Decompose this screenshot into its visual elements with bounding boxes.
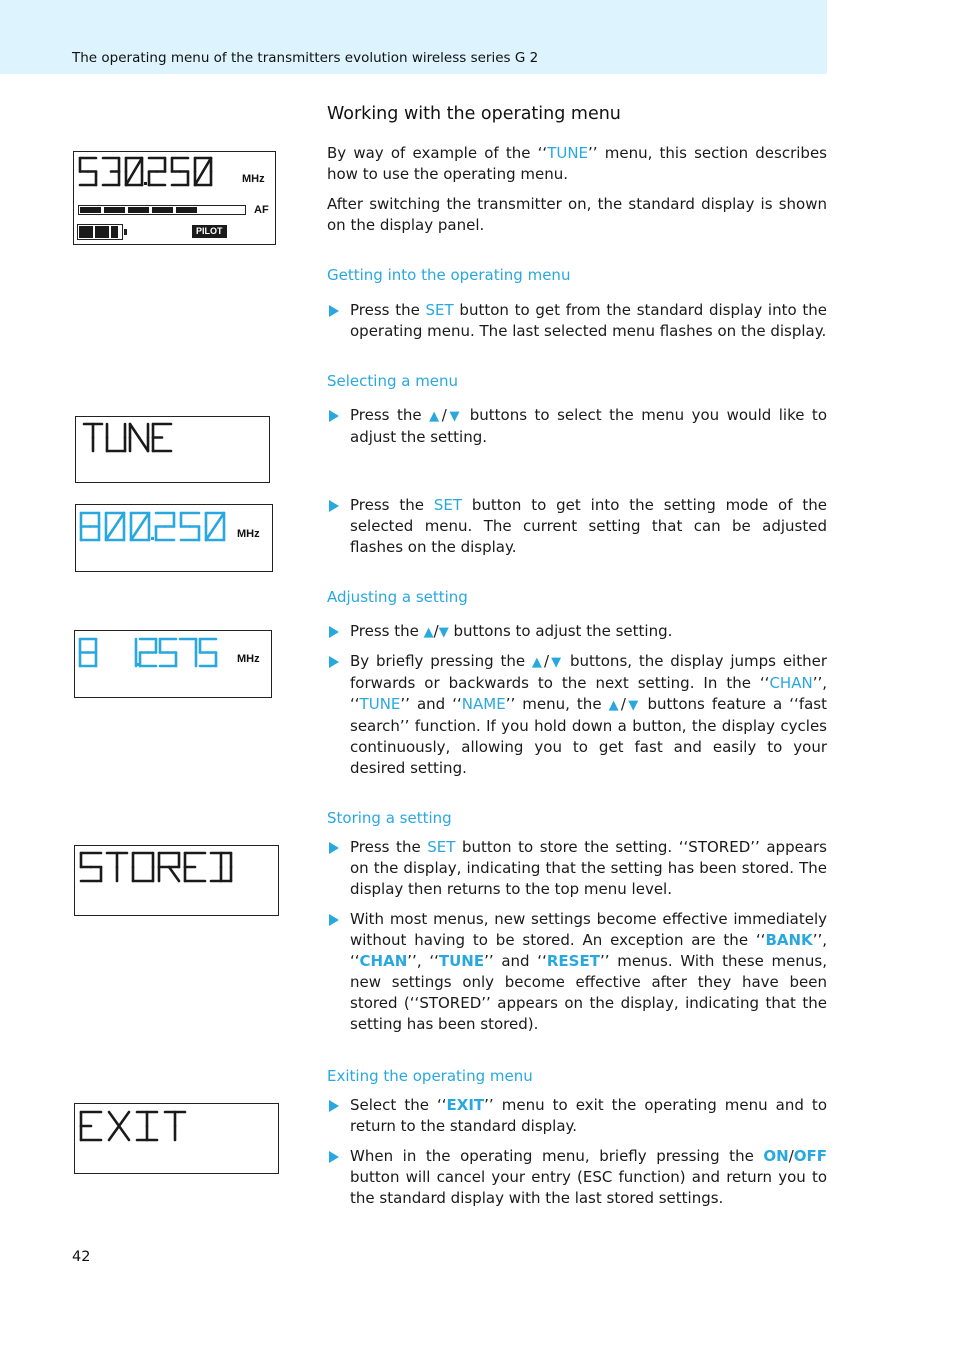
lcd-character [137, 1112, 157, 1140]
up-arrow-icon: ▲ [531, 655, 544, 670]
lcd-segment-text [75, 846, 278, 915]
down-arrow-icon: ▼ [438, 625, 449, 640]
lcd-character [140, 639, 156, 666]
lcd-character [80, 158, 96, 185]
intro-paragraph-1: By way of example of the ‘‘TUNE’’ menu, this section describes how to use the operating menu. [327, 144, 827, 183]
lcd-frequency-display [75, 504, 273, 572]
down-arrow-icon: ▼ [625, 698, 641, 713]
bullet-triangle-icon [329, 305, 339, 317]
list-item: Press the SET button to store the setting. ‘‘STORED’’ appears on the display, indicating that the setting has been stored. The display then returns to the top menu level. [327, 837, 827, 900]
bullet-triangle-icon [329, 500, 339, 512]
lcd-character [106, 513, 124, 540]
unit-label: MHz [242, 173, 265, 185]
down-arrow-icon: ▼ [446, 409, 463, 424]
af-level-meter [78, 205, 246, 215]
page-number: 42 [72, 1249, 91, 1265]
lcd-stored-display [74, 845, 279, 916]
subheading-adjusting: Adjusting a setting [327, 588, 468, 606]
bullet-triangle-icon [329, 410, 339, 422]
bullet-triangle-icon [329, 1151, 339, 1163]
lcd-character [81, 853, 101, 881]
up-arrow-icon: ▲ [429, 409, 442, 424]
section-title: Working with the operating menu [327, 104, 621, 124]
lcd-character [80, 639, 96, 666]
unit-label: MHz [237, 528, 260, 540]
list-item: Press the ▲/▼ buttons to adjust the setting. [327, 621, 827, 643]
lcd-character [126, 158, 142, 185]
lcd-character [103, 158, 119, 185]
list-item: With most menus, new settings become effective immediately without having to be stored. An exception are the ‘‘BANK’’, ‘‘CHAN’’, ‘‘TUNE’’ and ‘‘RESET’’ menus. With these menus, new settings only become effective after they have been stored (‘‘STORED’’ appears on the display, indicating that the setting has been stored). [327, 909, 827, 1035]
lcd-character [131, 513, 149, 540]
up-arrow-icon: ▲ [608, 698, 621, 713]
lcd-character [159, 853, 179, 881]
battery-icon [77, 224, 123, 240]
lcd-character [206, 513, 224, 540]
lcd-character [180, 639, 196, 666]
list-item: Press the SET button to get into the setting mode of the selected menu. The current setting that can be adjusted flashes on the display. [327, 495, 827, 558]
tune-keyword: TUNE [547, 144, 589, 162]
down-arrow-icon: ▼ [549, 655, 564, 670]
lcd-character [195, 158, 211, 185]
lcd-decimal-point [151, 537, 154, 540]
list-item: Press the ▲/▼ buttons to select the menu you would like to adjust the setting. [327, 405, 827, 448]
subheading-selecting: Selecting a menu [327, 372, 459, 390]
lcd-character [185, 853, 205, 881]
lcd-character [81, 513, 99, 540]
lcd-tune-display [75, 416, 270, 483]
intro [327, 143, 827, 236]
lcd-character [149, 158, 165, 185]
up-arrow-icon: ▲ [423, 625, 434, 640]
lcd-exit-display [74, 1103, 279, 1174]
running-header: The operating menu of the transmitters evolution wireless series G 2 [72, 50, 539, 66]
lcd-character [211, 853, 231, 881]
lcd-standard-display [73, 151, 276, 245]
lcd-character [84, 424, 102, 451]
lcd-character [81, 1112, 101, 1140]
lcd-segment-text [76, 417, 269, 482]
bullet-triangle-icon [329, 1100, 339, 1112]
bullet-triangle-icon [329, 626, 339, 638]
lcd-decimal-point [144, 182, 147, 185]
lcd-character [107, 853, 127, 881]
lcd-character [109, 1112, 129, 1140]
lcd-character [133, 853, 153, 881]
lcd-character [130, 424, 148, 451]
list-item: Select the ‘‘EXIT’’ menu to exit the operating menu and to return to the standard display. [327, 1095, 827, 1137]
lcd-character [160, 639, 176, 666]
unit-label: MHz [237, 653, 260, 665]
lcd-character [200, 639, 216, 666]
bullet-triangle-icon [329, 656, 339, 668]
pilot-badge: PILOT [192, 225, 227, 238]
af-level-fill [80, 207, 198, 213]
lcd-character [181, 513, 199, 540]
subheading-exiting: Exiting the operating menu [327, 1067, 533, 1085]
lcd-character [107, 424, 125, 451]
lcd-character [165, 1112, 185, 1140]
lcd-segment-text [75, 1104, 278, 1173]
lcd-character [153, 424, 171, 451]
lcd-character [172, 158, 188, 185]
lcd-frequency-display-adjusted [74, 630, 272, 698]
intro-paragraph-2: After switching the transmitter on, the standard display is shown on the display panel. [327, 195, 827, 234]
af-label: AF [254, 204, 269, 216]
bullet-triangle-icon [329, 842, 339, 854]
list-item: Press the SET button to get from the standard display into the operating menu. The last selected menu flashes on the display. [327, 300, 827, 342]
bullet-triangle-icon [329, 914, 339, 926]
list-item: When in the operating menu, briefly pressing the ON/OFF button will cancel your entry (ESC function) and return you to the standard display with the last stored settings. [327, 1146, 827, 1209]
lcd-character [156, 513, 174, 540]
subheading-getting-into: Getting into the operating menu [327, 266, 571, 284]
subheading-storing: Storing a setting [327, 809, 452, 827]
list-item: By briefly pressing the ▲/▼ buttons, the display jumps either forwards or backwards to the next setting. In the ‘‘CHAN’’, ‘‘TUNE’’ and ‘‘NAME’’ menu, the ▲/▼ buttons feature a ‘‘fast search’’ function. If you hold down a button, the display cycles continuously, allowing you to get fast and easily to your desired setting. [327, 651, 827, 779]
